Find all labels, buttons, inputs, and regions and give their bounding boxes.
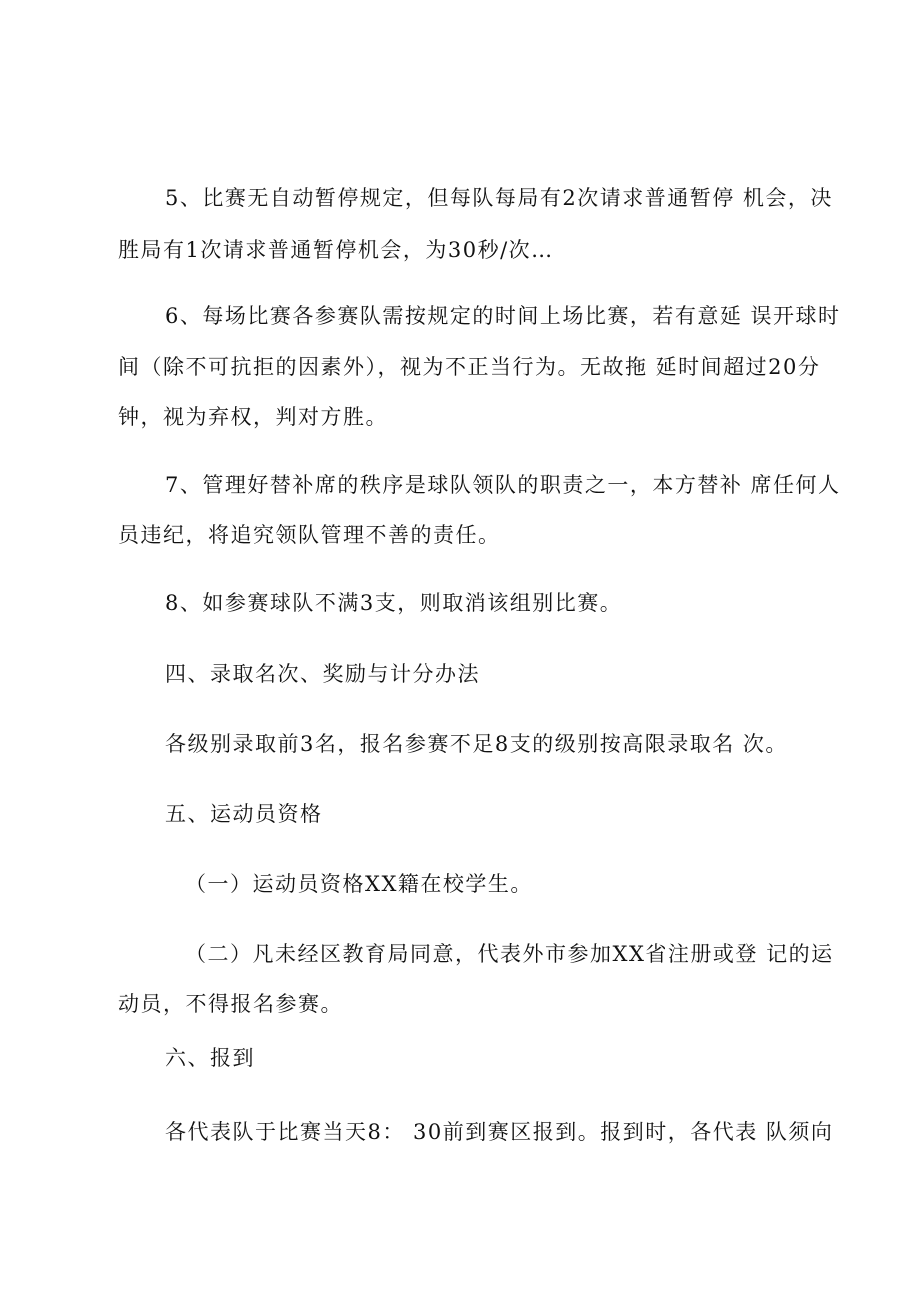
qualification-1-text: （一）运动员资格XX籍在校学生。 bbox=[185, 872, 533, 896]
rule-6-line-1: 6、每场比赛各参赛队需按规定的时间上场比赛，若有意延 误开球时 bbox=[165, 304, 841, 328]
section-4-heading: 四、录取名次、奖励与计分办法 bbox=[165, 662, 480, 686]
qualification-2-line-2: 动员，不得报名参赛。 bbox=[118, 992, 343, 1016]
ranking-text: 各级别录取前3名，报名参赛不足8支的级别按高限录取名 次。 bbox=[165, 732, 788, 756]
rule-5-line-2: 胜局有1次请求普通暂停机会，为30秒/次… bbox=[118, 238, 554, 262]
section-5-heading: 五、运动员资格 bbox=[165, 802, 323, 826]
rule-8-line-1: 8、如参赛球队不满3支，则取消该组别比赛。 bbox=[165, 591, 623, 615]
qualification-2-line-1: （二）凡未经区教育局同意，代表外市参加XX省注册或登 记的运 bbox=[185, 942, 834, 966]
rule-7-line-1: 7、管理好替补席的秩序是球队领队的职责之一，本方替补 席任何人 bbox=[165, 473, 841, 497]
rule-6-line-3: 钟，视为弃权，判对方胜。 bbox=[118, 405, 388, 429]
section-6-heading: 六、报到 bbox=[165, 1046, 255, 1070]
report-text: 各代表队于比赛当天8： 30前到赛区报到。报到时，各代表 队须向 bbox=[165, 1120, 834, 1144]
rule-6-line-2: 间（除不可抗拒的因素外），视为不正当行为。无故拖 延时间超过20分 bbox=[118, 355, 821, 379]
rule-7-line-2: 员违纪，将追究领队管理不善的责任。 bbox=[118, 523, 501, 547]
rule-5-line-1: 5、比赛无自动暂停规定，但每队每局有2次请求普通暂停 机会，决 bbox=[165, 186, 833, 210]
